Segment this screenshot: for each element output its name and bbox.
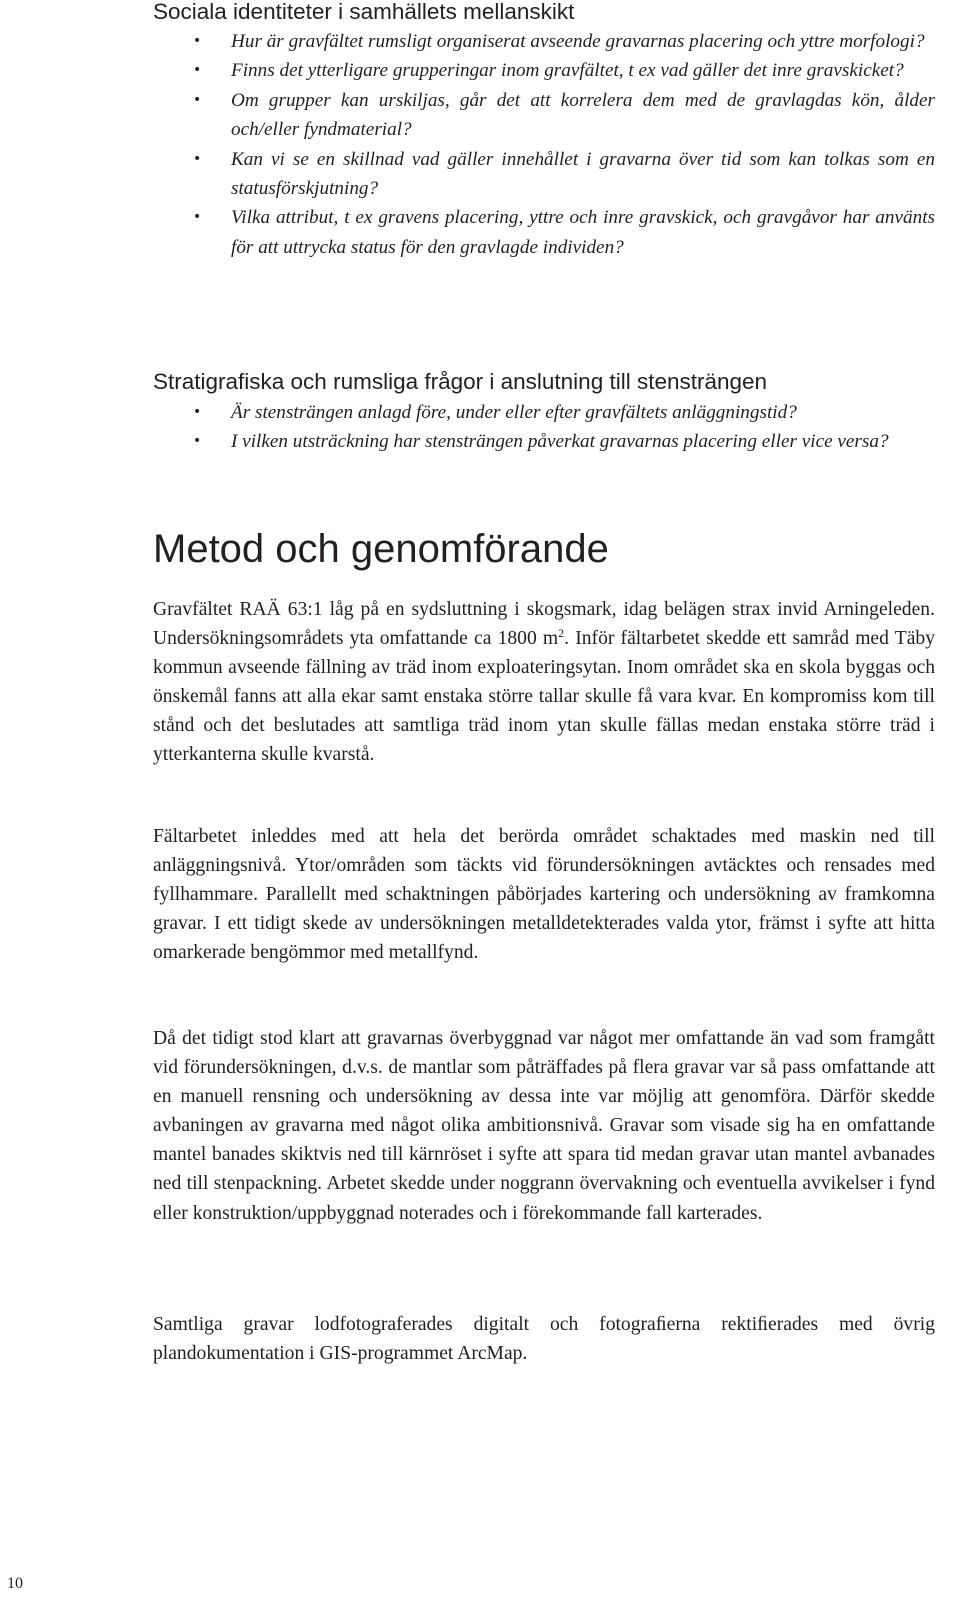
list-item (153, 27, 935, 56)
bullet-icon: • (193, 404, 202, 420)
list-item-text: Är stensträngen anlagd före, under eller efter gravfältets anläggningstid? (231, 402, 797, 423)
list-item (153, 427, 935, 456)
list-item (153, 145, 935, 204)
body-paragraph: Fältarbetet inleddes med att hela det berörda området schaktades med maskin ned till anläggningsnivå. Ytor/områden som täckts vid förundersökningen avtäcktes och rensades med fyllhammare. Parallellt med schaktningen påbörjades kartering och undersökning av framkomna gravar. I ett tidigt skede av undersökningen metalldetekterades valda ytor, främst i syfte att hitta omarkerade bengömmor med metallfynd. (153, 826, 935, 964)
list-item-text: I vilken utsträckning har stensträngen påverkat gravarnas placering eller vice versa? (231, 431, 889, 453)
body-paragraph (153, 595, 935, 770)
paragraph-text: . Inför fältarbetet skedde ett samråd med Täby kommun avseende fällning av träd inom exploateringsytan. Inom området ska en skola byggas och önskemål fanns att alla ekar samt enstaka större tallar skulle få vara kvar. En kompromiss kom till stånd och det beslutades att samtliga träd inom ytan skulle fällas medan enstaka större träd i ytterkanterna skulle kvarstå. (153, 628, 935, 766)
list-item-text: Finns det ytterligare grupperingar inom gravfältet, t ex vad gäller det inre gravskicket? (231, 60, 904, 82)
list-item-text: Vilka attribut, t ex gravens placering, yttre och inre gravskick, och gravgåvor har använts för att uttrycka status för den gravlagde individen? (231, 207, 935, 258)
list-item-text: Hur är gravfältet rumsligt organiserat avseende gravarnas placering och yttre morfologi? (231, 31, 925, 52)
paragraph-text: Gravfältet RAÄ 63:1 låg på en sydsluttning i skogsmark, idag belägen strax invid Arningeleden. Undersökningsområdets yta omfattande ca 1800 m (153, 599, 935, 650)
chapter-heading-metod: Metod och genomförande (153, 527, 609, 571)
bullet-icon: • (193, 209, 202, 226)
page-number: 10 (7, 1575, 23, 1592)
section-heading-sociala-identiteter: Sociala identiteter i samhällets mellanskikt (153, 0, 575, 24)
bullet-icon: • (193, 433, 202, 450)
list-item (153, 203, 935, 262)
list-item (153, 56, 935, 85)
body-paragraph: Samtliga gravar lodfotograferades digitalt och fotograﬁerna rektiﬁerades med övrig plandokumentation i GIS-programmet ArcMap. (153, 1314, 935, 1365)
body-paragraph: Då det tidigt stod klart att gravarnas överbyggnad var något mer omfattande än vad som framgått vid förundersökningen, d.v.s. de mantlar som påträffades på flera gravar var så pass omfattande att en manuell rensning och undersökning av dessa inte var möjlig att genomföra. Därför skedde avbaningen av gravarna med något olika ambitionsnivå. Gravar som visade sig ha en omfattande mantel banades skiktvis ned till kärnröset i syfte att spara tid medan gravar utan mantel avbanades ned till stenpackning. Arbetet skedde under noggrann övervakning och eventuella avvikelser i fynd eller konstruktion/uppbyggnad noterades och i förekommande fall karterades. (153, 1028, 935, 1224)
bullet-icon: • (193, 150, 202, 167)
list-item (153, 86, 935, 145)
superscript: 2 (558, 626, 565, 641)
section-heading-stratigrafiska-fragor: Stratigrafiska och rumsliga frågor i anslutning till stensträngen (153, 369, 768, 394)
stratigraphic-questions-list (153, 398, 935, 457)
research-questions-list (153, 27, 935, 262)
bullet-icon: • (193, 33, 202, 49)
list-item-text: Kan vi se en skillnad vad gäller innehållet i gravarna över tid som kan tolkas som en statusförskjutning? (231, 148, 935, 200)
list-item-text: Om grupper kan urskiljas, går det att korrelera dem med de gravlagdas kön, ålder och/eller fyndmaterial? (231, 89, 935, 141)
bullet-icon: • (193, 62, 202, 79)
list-item (153, 398, 935, 427)
bullet-icon: • (193, 91, 202, 108)
